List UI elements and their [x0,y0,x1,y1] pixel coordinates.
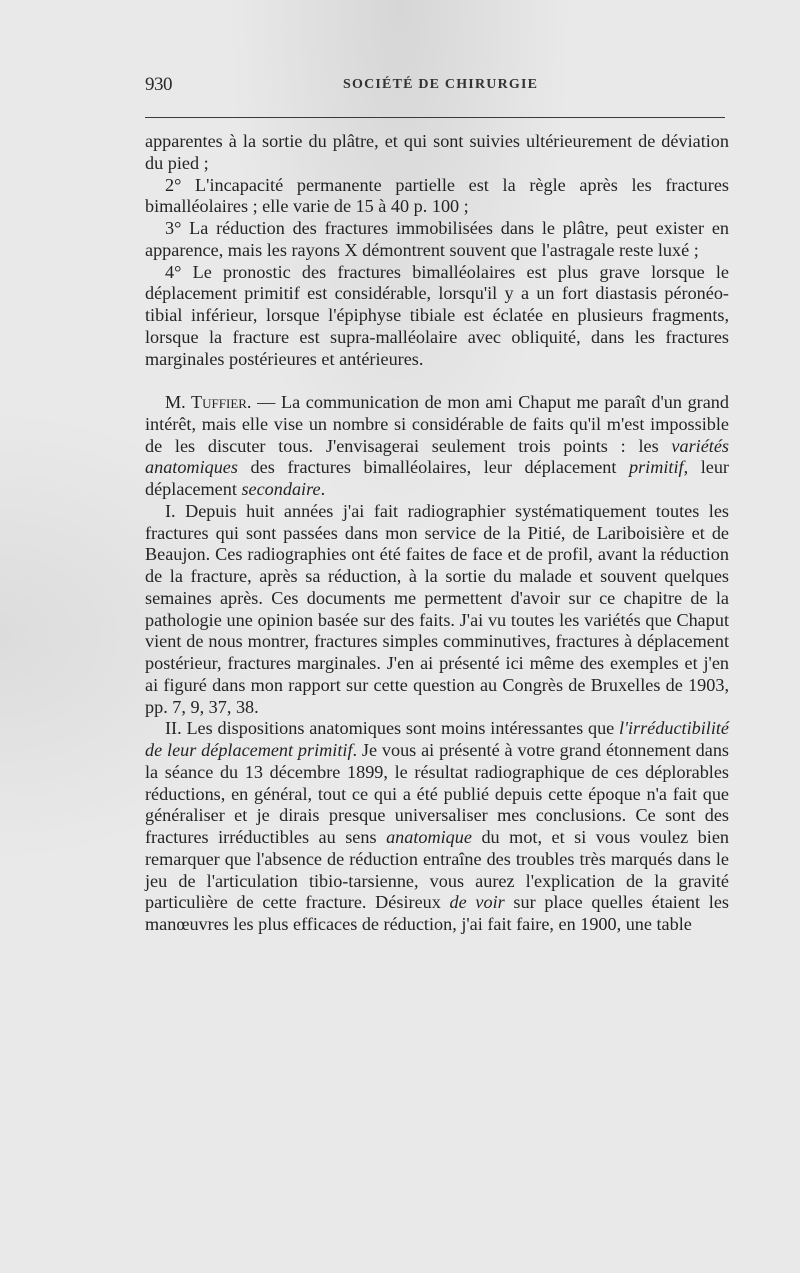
page-header [145,74,725,100]
paragraph-text: II. Les dispositions anatomiques sont moins intéressantes que [165,718,620,739]
paragraph-text: 3° La réduction des fractures immobilisées dans le plâtre, peut exister en apparence, mais les rayons X démontrent souvent que l'astragale reste luxé ; [145,218,729,260]
paragraph-conclusion-4 [145,262,729,371]
italic-emphasis: secondaire [241,479,321,499]
italic-emphasis: de voir [449,892,505,913]
running-title: SOCIÉTÉ DE CHIRURGIE [343,77,539,92]
paragraph-conclusion-3 [145,218,729,262]
speaker-name: M. Tuffier. [165,392,252,412]
page-number: 930 [145,74,172,95]
paragraph-section-I [145,501,729,719]
italic-emphasis: anatomique [386,827,472,847]
paragraph-tuffier-intro [145,392,729,501]
paragraph-text: . [320,479,326,499]
paragraph-text: , leur déplacement [145,457,729,499]
paragraph-text: 4° Le pronostic des fractures bimalléolaires est plus grave lorsque le déplacement primitif est considérable, lorsqu'il y a un fort diastasis péronéo-tibial inférieur, lorsque l'épiphyse tibiale est éclatée en plusieurs fragments, lorsque la fracture est supra-malléolaire avec obliquité, dans les fractures marginales postérieures et antérieures. [145,261,729,369]
italic-emphasis: l'irréductibilité de leur déplacement primitif [145,718,729,760]
paragraph-conclusion-2 [145,175,729,219]
italic-emphasis: variétés anatomiques [145,435,729,478]
paragraph-text: sur place quelles étaient les manœuvres les plus efficaces de réduction, j'ai fait faire, en 1900, une table [145,892,729,934]
paragraph-text: — La communication de mon ami Chaput me paraît d'un grand intérêt, mais elle vise un nombre si considérable de faits qu'il m'est impossible de les discuter tous. J'envisagerai seulement trois points : les [145,392,729,456]
paragraph-text: . Je vous ai présenté à votre grand étonnement dans la séance du 13 décembre 1899, le résultat radiographique de ces déplorables réductions, en général, tout ce qui a été publié depuis cette époque n'a fait que généraliser et je dirais presque universaliser mes conclusions. Ce sont des fractures irréductibles au sens [145,740,729,847]
italic-emphasis: primitif [629,457,684,478]
paragraph-text: du mot, et si vous voulez bien remarquer que l'absence de réduction entraîne des troubles très marqués dans le jeu de l'articulation tibio-tarsienne, vous aurez l'explication de la gravité particulière de cette fracture. Désireux [145,827,729,913]
paragraph-text: 2° L'incapacité permanente partielle est la règle après les fractures bimalléolaires ; elle varie de 15 à 40 p. 100 ; [145,174,729,217]
header-rule [145,117,725,118]
paragraph-continuation [145,131,729,175]
body-text [145,131,729,936]
paragraph-text: apparentes à la sortie du plâtre, et qui sont suivies ultérieurement de déviation du pied ; [145,131,729,173]
paragraph-text: des fractures bimalléolaires, leur déplacement [237,457,630,478]
paragraph-section-II [145,718,729,936]
paragraph-text: I. Depuis huit années j'ai fait radiographier systématiquement toutes les fractures qui sont passées dans mon service de la Pitié, de Lariboisière et de Beaujon. Ces radiographies ont été faites de face et de profil, avant la réduction de la fracture, après sa réduction, à la sortie du malade et souvent quelques semaines après. Ces documents me permettent d'avoir sur ce chapitre de la pathologie une opinion basée sur des faits. J'ai vu toutes les variétés que Chaput vient de nous montrer, fractures simples comminutives, fractures à déplacement postérieur, fractures marginales. J'en ai présenté ici même des exemples et j'en ai figuré dans mon rapport sur cette question au Congrès de Bruxelles de 1903, pp. 7, 9, 37, 38. [145,500,729,717]
